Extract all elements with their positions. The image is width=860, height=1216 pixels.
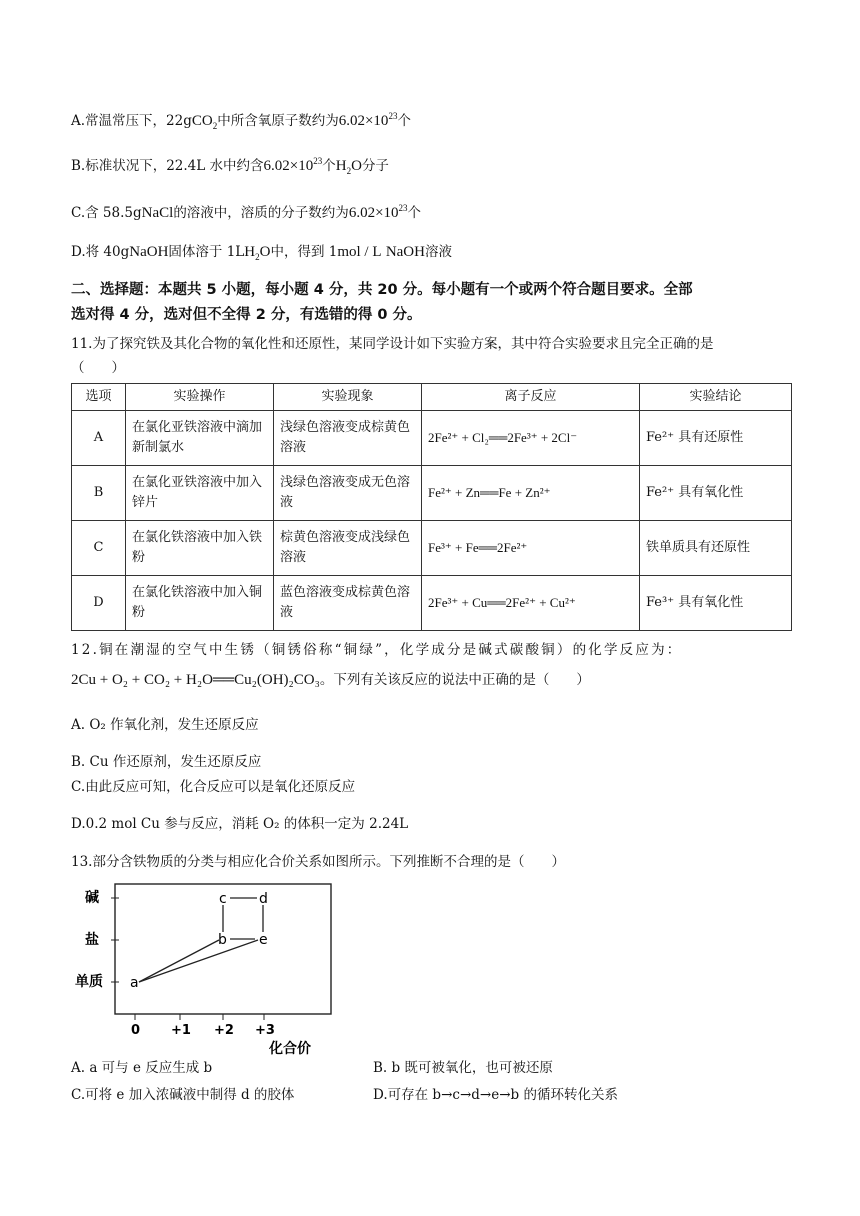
row-option: A xyxy=(72,411,126,466)
row-option: C xyxy=(72,521,126,576)
header-conclusion: 实验结论 xyxy=(640,384,792,411)
section-heading-cont: 选对得 4 分，选对但不全得 2 分，有选错的得 0 分。 xyxy=(71,307,422,323)
row-option: B xyxy=(72,466,126,521)
row-reaction: 2Fe³⁺ + Cu══2Fe²⁺ + Cu²⁺ xyxy=(422,576,640,631)
row-conclusion: 铁单质具有还原性 xyxy=(640,521,792,576)
q12-option-d: D.0.2 mol Cu 参与反应，消耗 O₂ 的体积一定为 2.24L xyxy=(71,816,409,832)
q12-option-c: C.由此反应可知，化合反应可以是氧化还原反应 xyxy=(71,779,356,795)
header-reaction: 离子反应 xyxy=(422,384,640,411)
row-operation: 在氯化铁溶液中加入铁粉 xyxy=(126,521,274,576)
q13-option-c: C.可将 e 加入浓碱液中制得 d 的胶体 xyxy=(71,1087,295,1103)
row-reaction: Fe²⁺ + Zn══Fe + Zn²⁺ xyxy=(422,466,640,521)
q11-stem: 11.为了探究铁及其化合物的氧化性和还原性，某同学设计如下实验方案，其中符合实验要求且完全正确的是 xyxy=(71,336,714,352)
q10-option-c: C.含 58.5gNaCl的溶液中，溶质的分子数约为$6.02\times 10^{23}$个 xyxy=(71,203,422,221)
point-d: d xyxy=(259,891,268,907)
section-heading: 二、选择题：本题共 5 小题，每小题 4 分，共 20 分。每小题有一个或两个符合题目要求。全部 xyxy=(71,282,693,298)
row-conclusion: Fe²⁺ 具有还原性 xyxy=(640,411,792,466)
row-conclusion: Fe²⁺ 具有氧化性 xyxy=(640,466,792,521)
q12-equation: 2Cu + O₂ + CO₂ + H₂O══Cu₂(OH)₂CO₃ xyxy=(71,672,320,688)
q10-option-b: B.标准状况下，22.4L 水中约含$6.02\times 10^{23}$个$H_2O$分子 xyxy=(71,156,389,176)
x-tick-label: 0 xyxy=(131,1023,141,1038)
q10-option-a: A.常温常压下，22gCO$_2$中所含氧原子数约为$6.02\times 10^{23}$个 xyxy=(71,111,411,131)
table-row xyxy=(72,576,792,631)
row-operation: 在氯化亚铁溶液中加入锌片 xyxy=(126,466,274,521)
table-row xyxy=(72,411,792,466)
row-operation: 在氯化铁溶液中加入铜粉 xyxy=(126,576,274,631)
x-tick-label: +3 xyxy=(255,1023,275,1038)
row-conclusion: Fe³⁺ 具有氧化性 xyxy=(640,576,792,631)
q13-option-d: D.可存在 b→c→d→e→b 的循环转化关系 xyxy=(373,1087,618,1103)
q12-option-a: A. O₂ 作氧化剂，发生还原反应 xyxy=(71,717,259,733)
row-option: D xyxy=(72,576,126,631)
iron-valence-diagram xyxy=(71,878,341,1056)
row-reaction: Fe³⁺ + Fe══2Fe²⁺ xyxy=(422,521,640,576)
y-label-base: 碱 xyxy=(85,890,99,906)
q13-stem: 13.部分含铁物质的分类与相应化合价关系如图所示。下列推断不合理的是（ ） xyxy=(71,854,565,870)
x-tick-label: +2 xyxy=(214,1023,234,1038)
row-phenomenon: 蓝色溶液变成棕黄色溶液 xyxy=(274,576,422,631)
line-a-b xyxy=(139,940,219,982)
row-phenomenon: 棕黄色溶液变成浅绿色溶液 xyxy=(274,521,422,576)
row-phenomenon: 浅绿色溶液变成棕黄色溶液 xyxy=(274,411,422,466)
q10-option-d: D.将 40gNaOH固体溶于 $1LH_2O$中，得到 1mol / L NaOH溶液 xyxy=(71,244,452,262)
point-a: a xyxy=(130,975,139,991)
header-option: 选项 xyxy=(72,384,126,411)
experiment-table xyxy=(71,383,792,631)
y-label-element: 单质 xyxy=(75,974,103,990)
row-phenomenon: 浅绿色溶液变成无色溶液 xyxy=(274,466,422,521)
table-row xyxy=(72,466,792,521)
point-b: b xyxy=(218,932,227,948)
q13-option-a: A. a 可与 e 反应生成 b xyxy=(71,1060,213,1076)
x-axis-label: 化合价 xyxy=(269,1041,311,1056)
q13-option-b: B. b 既可被氧化，也可被还原 xyxy=(373,1060,553,1076)
table-header-row xyxy=(72,384,792,411)
q12-equation-line: 2Cu + O₂ + CO₂ + H₂O══Cu₂(OH)₂CO₃。下列有关该反应的说法中正确的是（ ） xyxy=(71,672,590,688)
q11-paren: （ ） xyxy=(71,360,125,376)
row-operation: 在氯化亚铁溶液中滴加新制氯水 xyxy=(126,411,274,466)
y-label-salt: 盐 xyxy=(85,932,99,948)
point-e: e xyxy=(259,932,268,948)
point-c: c xyxy=(219,891,227,907)
row-reaction: 2Fe²⁺ + Cl₂══2Fe³⁺ + 2Cl⁻ xyxy=(422,411,640,466)
header-operation: 实验操作 xyxy=(126,384,274,411)
line-a-e xyxy=(139,940,258,982)
q12-option-b: B. Cu 作还原剂，发生还原反应 xyxy=(71,754,262,770)
table-row xyxy=(72,521,792,576)
x-tick-label: +1 xyxy=(171,1023,191,1038)
header-phenomenon: 实验现象 xyxy=(274,384,422,411)
q12-stem: 12.铜在潮湿的空气中生锈（铜锈俗称“铜绿”，化学成分是碱式碳酸铜）的化学反应为： xyxy=(71,642,683,658)
